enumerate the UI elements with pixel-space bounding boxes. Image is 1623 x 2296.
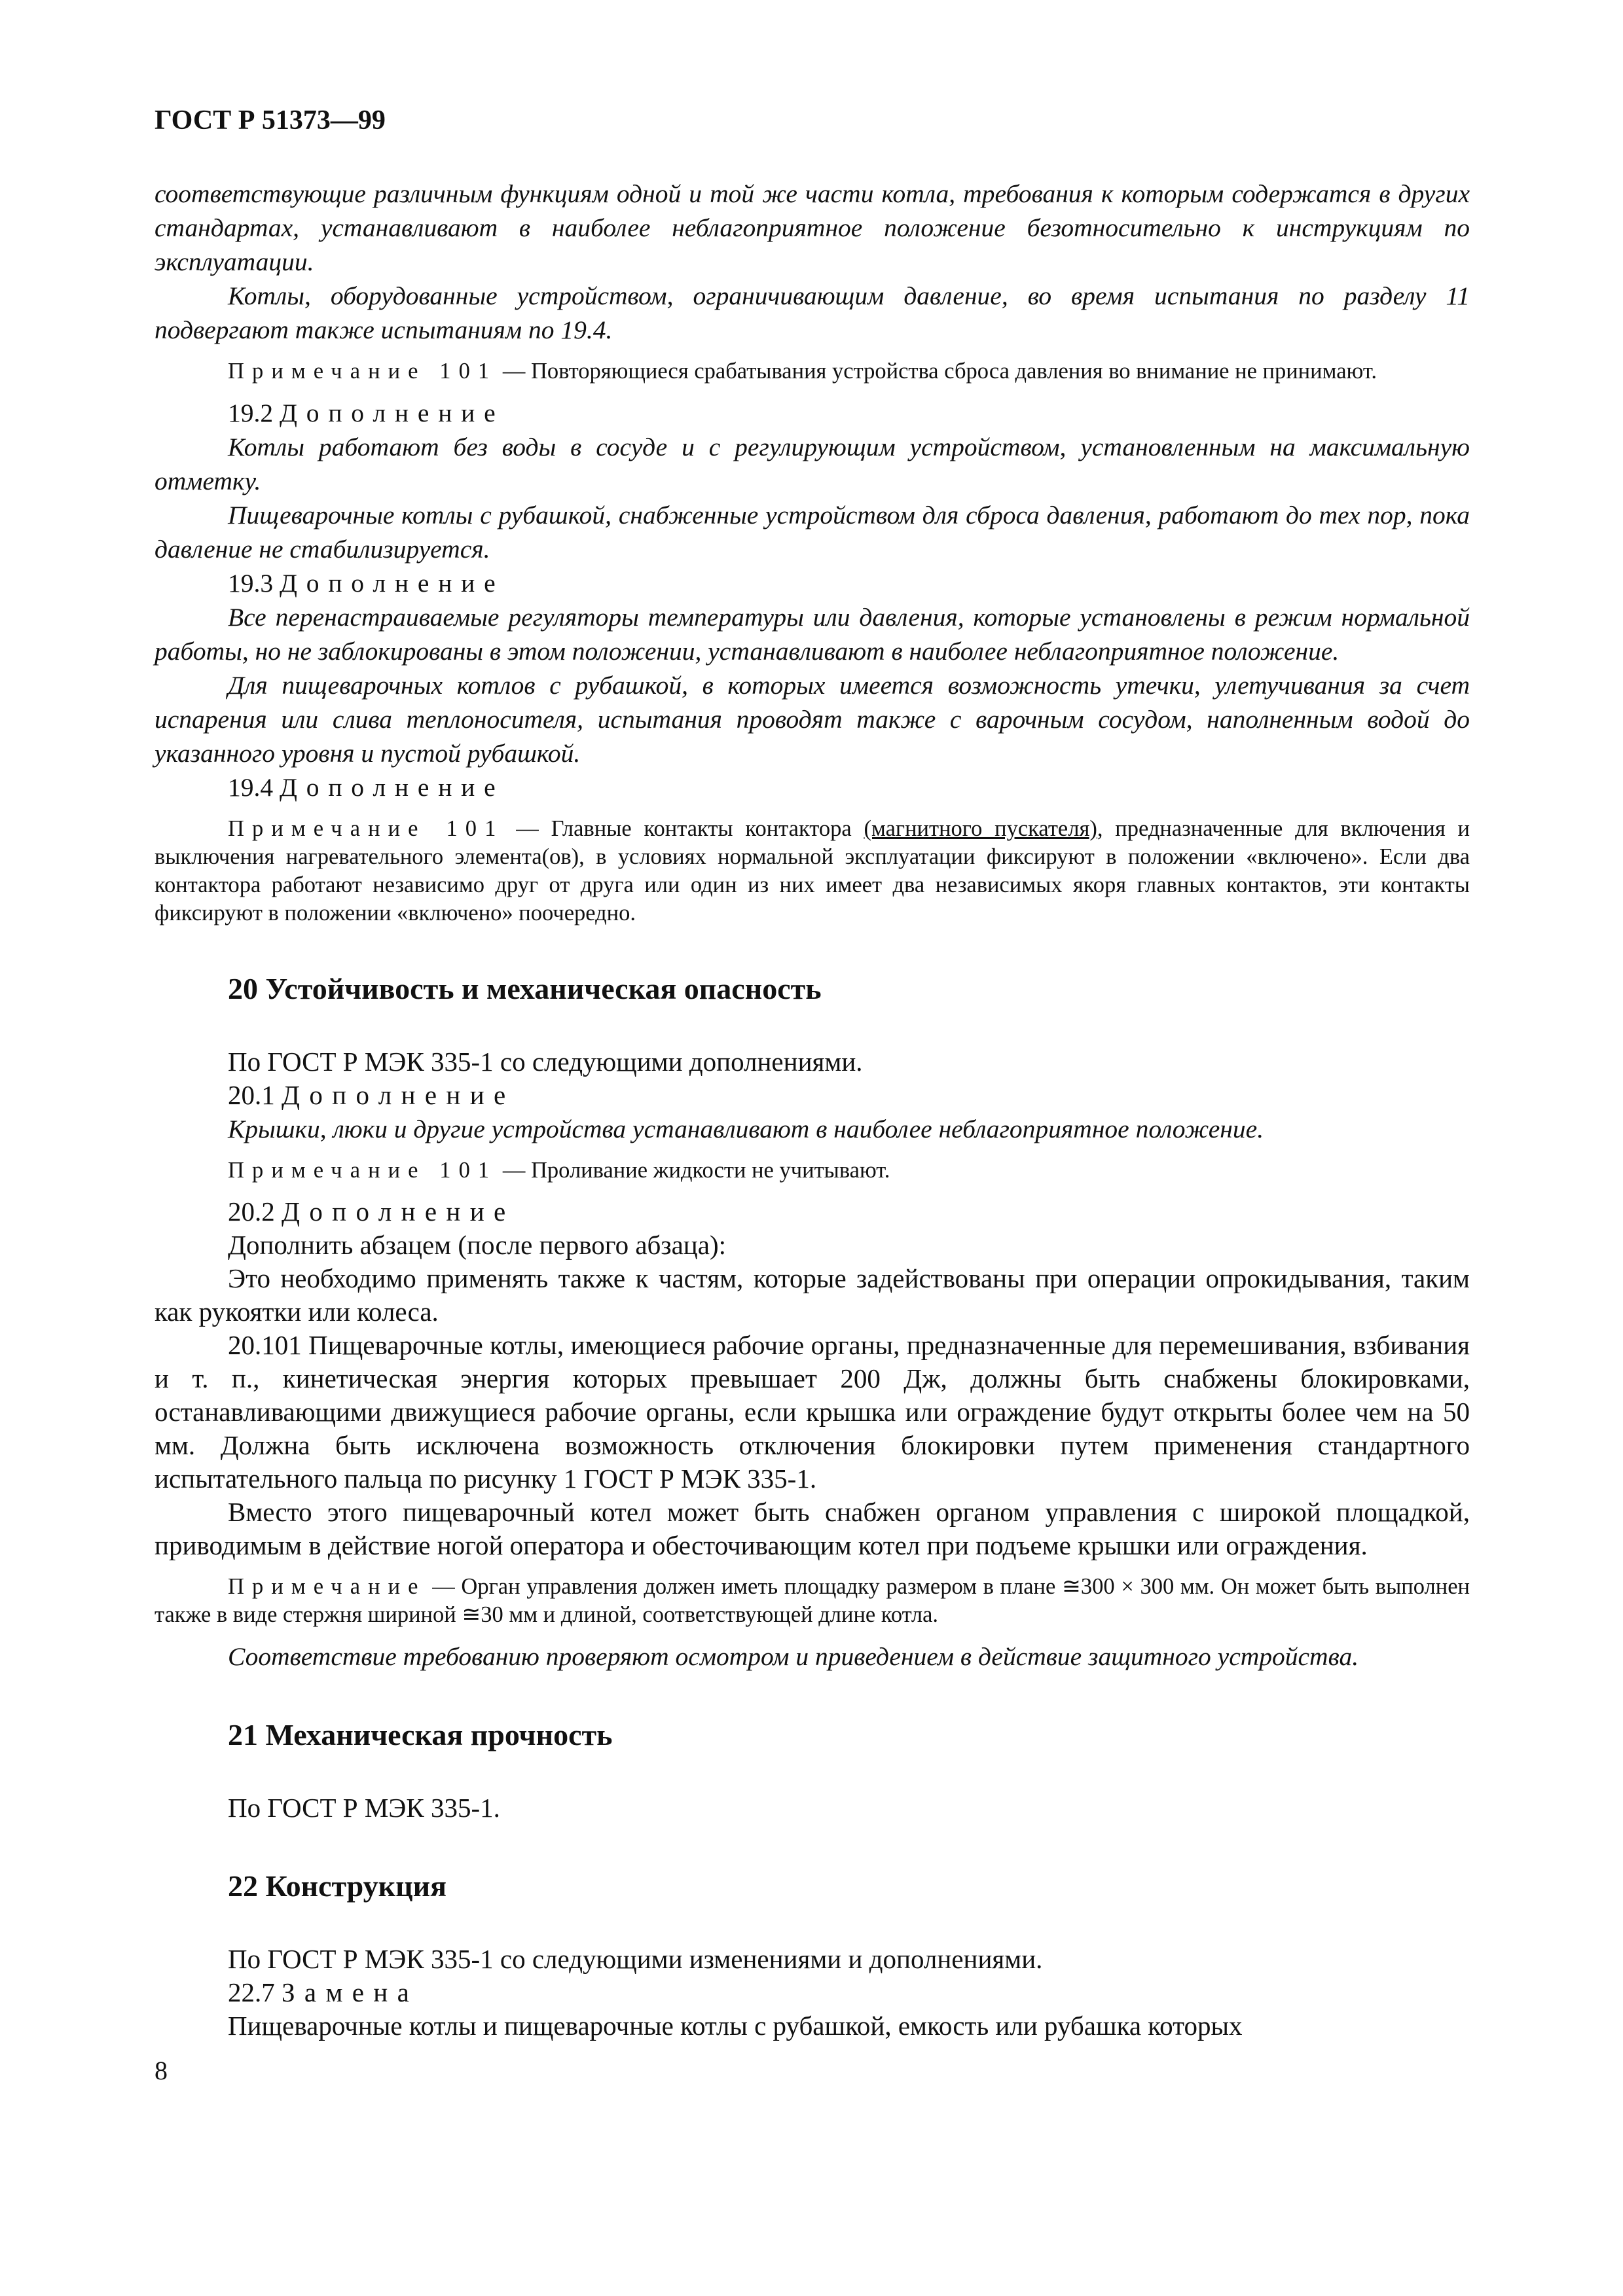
clause-heading bbox=[155, 396, 1470, 430]
clause-number: 19.3 bbox=[228, 569, 280, 598]
clause-heading bbox=[155, 1195, 1470, 1229]
note bbox=[155, 815, 1470, 927]
paragraph: Это необходимо применять также к частям, которые задействованы при операции опрокидывания, таким как рукоятки или колеса. bbox=[155, 1263, 1470, 1327]
clause-number: 20.1 bbox=[228, 1080, 282, 1110]
paragraph: Дополнить абзацем (после первого абзаца): bbox=[228, 1230, 726, 1260]
paragraph: По ГОСТ Р МЭК 335-1. bbox=[228, 1793, 500, 1823]
paragraph: Котлы работают без воды в сосуде и с регулирующим устройством, установленным на максимальную отметку. bbox=[155, 433, 1470, 495]
clause-number: 19.4 bbox=[228, 773, 280, 802]
clause-label: Дополнение bbox=[282, 1196, 515, 1227]
clause-label: Дополнение bbox=[280, 399, 505, 427]
note-text: — Орган управления должен иметь площадку размером в плане ≅300 × 300 мм. Он может быть выполнен также в виде стержня шириной ≅30 мм и длиной, соответствующей длине котла. bbox=[155, 1574, 1470, 1627]
paragraph: Пищеварочные котлы и пищеварочные котлы с рубашкой, емкость или рубашка которых bbox=[228, 2011, 1243, 2041]
paragraph: По ГОСТ Р МЭК 335-1 со следующими изменениями и дополнениями. bbox=[228, 1944, 1043, 1974]
document-body bbox=[155, 177, 1470, 2043]
paragraph: Крышки, люки и другие устройства устанавливают в наиболее неблагоприятное положение. bbox=[228, 1115, 1264, 1143]
note-text: — Повторяющиеся срабатывания устройства сброса давления во внимание не принимают. bbox=[497, 359, 1377, 384]
paragraph: 20.101 Пищеварочные котлы, имеющиеся рабочие органы, предназначенные для перемешивания, взбивания и т. п., кинетическая энергия которых превышает 200 Дж, должны быть снабжены блокировками, останавливающими движущиеся рабочие органы, если крышка или ограждение будут открыты более чем на 50 мм. Должна быть исключена возможность отключения блокировки путем применения стандартного испытательного пальца по рисунку 1 ГОСТ Р МЭК 335-1. bbox=[155, 1330, 1470, 1494]
clause-label: Дополнение bbox=[282, 1080, 515, 1110]
paragraph: Соответствие требованию проверяют осмотром и приведением в действие защитного устройства. bbox=[228, 1642, 1359, 1671]
section-heading: 22 Конструкция bbox=[228, 1869, 447, 1903]
clause-label: Дополнение bbox=[280, 773, 505, 802]
note-label: Примечание 101 bbox=[228, 816, 504, 841]
paragraph: Пищеварочные котлы с рубашкой, снабженные устройством для сброса давления, работают до тех пор, пока давление не стабилизируется. bbox=[155, 501, 1470, 564]
paragraph: Все перенастраиваемые регуляторы температуры или давления, которые установлены в режим нормальной работы, но не заблокированы в этом положении, устанавливают в наиболее неблагоприятное положение. bbox=[155, 603, 1470, 666]
paragraph: Для пищеварочных котлов с рубашкой, в которых имеется возможность утечки, улетучивания за счет испарения или слива теплоносителя, испытания проводят также с варочным сосудом, наполненным водой до указанного уровня и пустой рубашкой. bbox=[155, 671, 1470, 768]
paragraph: Котлы, оборудованные устройством, ограничивающим давление, во время испытания по разделу 11 подвергают также испытаниям по 19.4. bbox=[155, 281, 1470, 344]
note-text: , предназначенные для включения и выключения нагревательного элемента(ов), в условиях нормальной эксплуатации фиксируют в положении «включено». Если два контактора работают независимо друг от друга или один из них имеет два независимых якоря главных контактов, эти контакты фиксируют в положении «включено» поочередно. bbox=[155, 816, 1470, 925]
clause-label: Замена bbox=[282, 1977, 419, 2007]
paragraph: Вместо этого пищеварочный котел может быть снабжен органом управления с широкой площадкой, приводимым в действие ногой оператора и обесточивающим котел при подъеме крышки или ограждения. bbox=[155, 1497, 1470, 1560]
document-code-header: ГОСТ Р 51373—99 bbox=[155, 105, 386, 135]
paragraph: По ГОСТ Р МЭК 335-1 со следующими дополнениями. bbox=[228, 1047, 863, 1077]
clause-number: 22.7 bbox=[228, 1977, 282, 2007]
clause-label: Дополнение bbox=[280, 569, 505, 598]
clause-heading bbox=[155, 566, 1470, 600]
clause-heading bbox=[155, 1976, 1470, 2009]
clause-heading bbox=[155, 770, 1470, 804]
note bbox=[155, 1157, 1470, 1185]
note bbox=[155, 1573, 1470, 1629]
section-heading: 20 Устойчивость и механическая опасность bbox=[228, 972, 822, 1005]
page-number: 8 bbox=[155, 2056, 168, 2085]
clause-heading bbox=[155, 1079, 1470, 1112]
underlined-text: (магнитного пускателя) bbox=[864, 816, 1097, 841]
section-heading: 21 Механическая прочность bbox=[228, 1718, 613, 1751]
note-label: Примечание bbox=[228, 1574, 426, 1599]
note-label: Примечание 101 bbox=[228, 1158, 498, 1183]
clause-number: 19.2 bbox=[228, 399, 280, 427]
note bbox=[155, 357, 1470, 386]
note-label: Примечание 101 bbox=[228, 359, 498, 384]
clause-number: 20.2 bbox=[228, 1196, 282, 1227]
paragraph: соответствующие различным функциям одной и той же части котла, требования к которым содержатся в других стандартах, устанавливают в наиболее неблагоприятное положение безотносительно к инструкциям по эксплуатации. bbox=[155, 179, 1470, 276]
note-text: — Проливание жидкости не учитывают. bbox=[497, 1158, 890, 1183]
note-text: — Главные контакты контактора bbox=[503, 816, 864, 841]
